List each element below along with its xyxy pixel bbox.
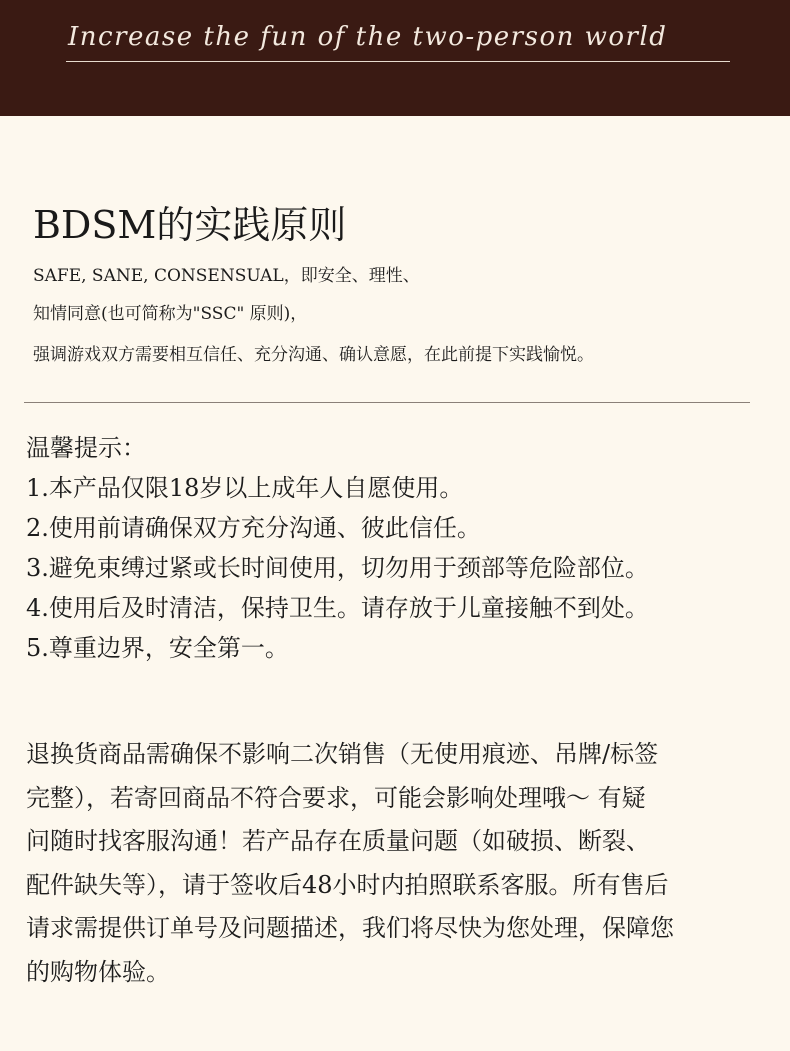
tips-block: [26, 428, 649, 668]
tip-item: 5.尊重边界，安全第一。: [26, 634, 289, 662]
intro-line: SAFE, SANE, CONSENSUAL，即安全、理性、: [33, 266, 420, 286]
tip-item: 2.使用前请确保双方充分沟通、彼此信任。: [26, 514, 481, 542]
policy-line: 的购物体验。: [26, 957, 170, 986]
policy-line: 配件缺失等），请于签收后48小时内拍照联系客服。所有售后: [26, 870, 669, 899]
policy-line: 退换货商品需确保不影响二次销售（无使用痕迹、吊牌/标签: [26, 740, 659, 768]
header-banner: [0, 0, 790, 116]
section-title: BDSM的实践原则: [33, 203, 347, 247]
return-policy-block: [26, 733, 674, 994]
tip-item: 3.避免束缚过紧或长时间使用，切勿用于颈部等危险部位。: [26, 554, 649, 582]
intro-line: 强调游戏双方需要相互信任、充分沟通、确认意愿，在此前提下实践愉悦。: [33, 345, 594, 365]
policy-line: 完整），若寄回商品不符合要求，可能会影响处理哦～ 有疑: [26, 783, 646, 812]
section-divider: [24, 402, 750, 403]
header-divider: [66, 61, 730, 62]
policy-line: 问随时找客服沟通！若产品存在质量问题（如破损、断裂、: [26, 827, 650, 855]
header-script-text: Increase the fun of the two-person world: [68, 22, 668, 52]
tip-item: 1.本产品仅限18岁以上成年人自愿使用。: [26, 474, 464, 502]
intro-line: 知情同意(也可简称为"SSC" 原则)，: [33, 304, 308, 324]
tips-heading: 温馨提示：: [26, 434, 146, 462]
tip-item: 4.使用后及时清洁，保持卫生。请存放于儿童接触不到处。: [26, 594, 649, 622]
policy-line: 请求需提供订单号及问题描述，我们将尽快为您处理，保障您: [26, 914, 674, 942]
